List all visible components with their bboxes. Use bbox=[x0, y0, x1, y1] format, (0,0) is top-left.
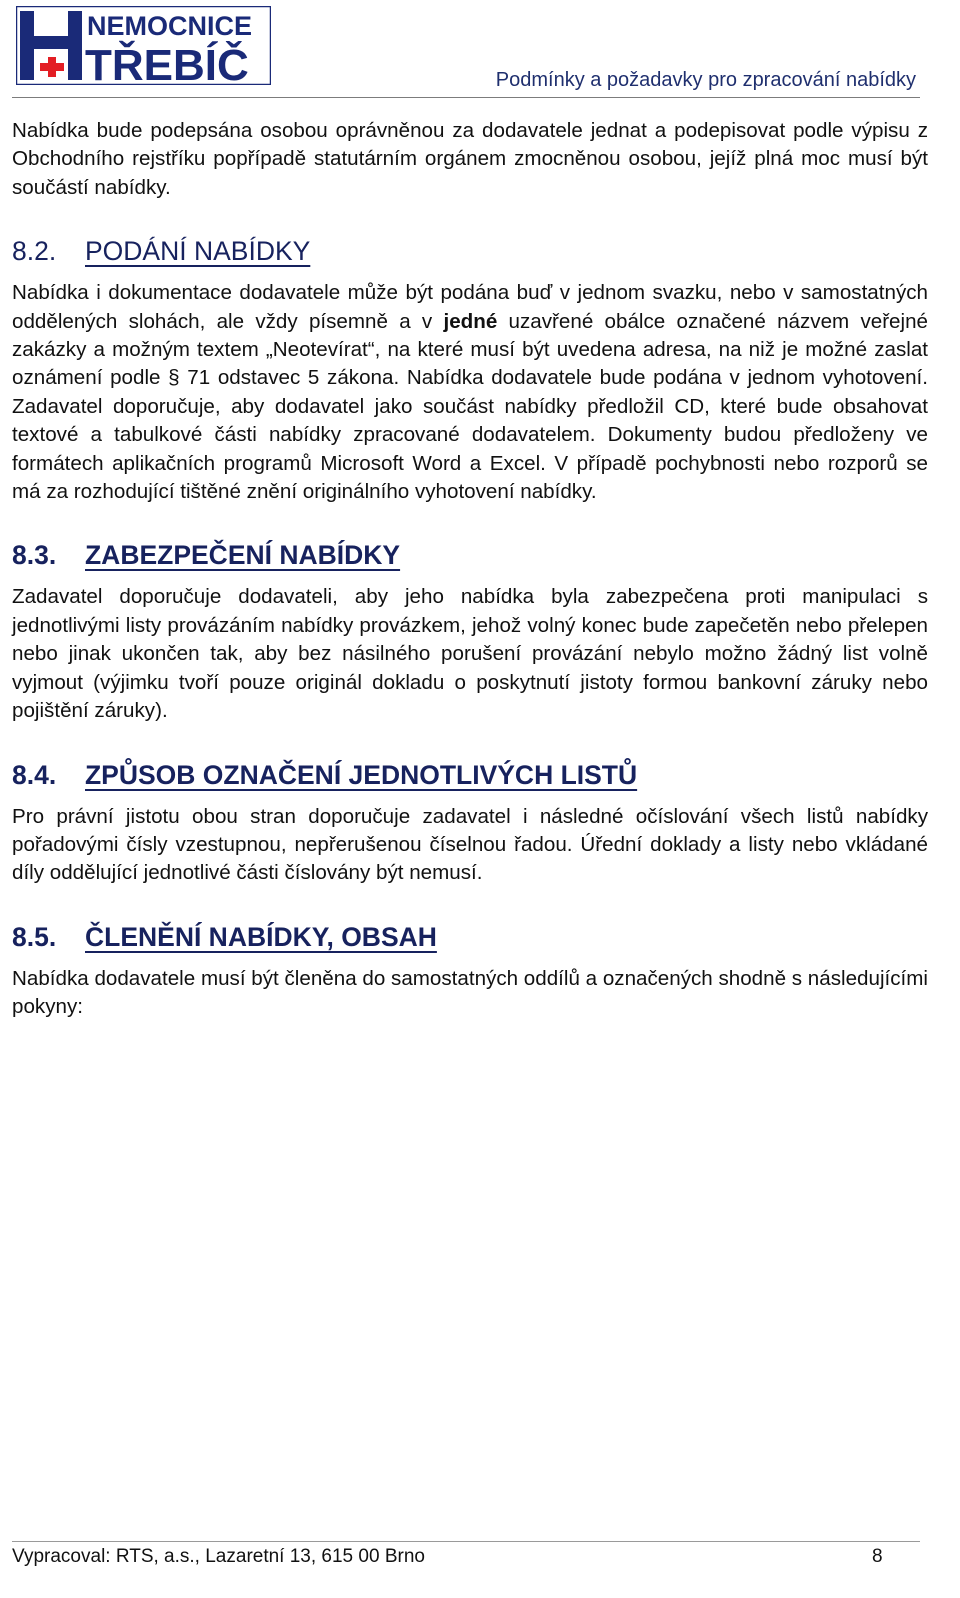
footer-author: Vypracoval: RTS, a.s., Lazaretní 13, 615 00 Brno bbox=[12, 1546, 425, 1567]
document-body bbox=[12, 117, 928, 1022]
section-title: ZABEZPEČENÍ NABÍDKY bbox=[85, 540, 401, 571]
section-title: PODÁNÍ NABÍDKY bbox=[85, 236, 311, 267]
section-8-4-paragraph: Pro právní jistotu obou stran doporučuje zadavatel i následné očíslování všech listů nabídky pořadovými čísly vzestupnou, nepřerušenou číselnou řadou. Úřední doklady a listy nebo vkládané díly oddělující jednotlivé části číslovány být nemusí. bbox=[12, 804, 928, 885]
intro-paragraph: Nabídka bude podepsána osobou oprávněnou za dodavatele jednat a podepisovat podle výpisu z Obchodního rejstříku popřípadě statutárním orgánem zmocněnou osobou, jejíž plná moc musí být součástí nabídky. bbox=[12, 119, 928, 199]
section-8-5-paragraph: Nabídka dodavatele musí být členěna do samostatných oddílů a označených shodně s následujícími pokyny: bbox=[12, 966, 928, 1019]
section-8-5-heading bbox=[12, 922, 928, 953]
text-run: uzavřené obálce označené názvem veřejné zakázky a možným textem „Neotevírat“, na které musí být uvedena adresa, na niž je možné zaslat oznámení podle § 71 odstavec 5 zákona. Nabídka dodavatele bude podána v jednom vyhotovení. Zadavatel doporučuje, aby dodavatel jako součást nabídky předložil CD, které bude obsahovat textové a tabulkové části nabídky zpracované dodavatelem. Dokumenty budou předloženy ve formátech aplikačních programů Microsoft Word a Excel. V případě pochybnosti nebo rozporů se má za rozhodující tištěné znění originálního vyhotovení nabídky. bbox=[12, 309, 928, 504]
section-number: 8.4. bbox=[12, 759, 57, 790]
page-number: 8 bbox=[872, 1546, 883, 1567]
section-8-3-heading bbox=[12, 540, 928, 571]
section-8-3-paragraph: Zadavatel doporučuje dodavateli, aby jeho nabídka byla zabezpečena proti manipulaci s jednotlivými listy provázáním nabídky provázkem, jehož volný konec bude zapečetěn nebo přelepen nebo jinak ukončen tak, aby bez násilného porušení provázání nebylo možno žádný list volně vyjmout (výjimku tvoří pouze originál dokladu o poskytnutí jistoty formou bankovní záruky nebo pojištění záruky). bbox=[12, 585, 928, 723]
section-title: ZPŮSOB OZNAČENÍ JEDNOTLIVÝCH LISTŮ bbox=[85, 759, 638, 790]
section-number: 8.3. bbox=[12, 540, 57, 571]
section-number: 8.2. bbox=[12, 236, 57, 267]
page-header bbox=[0, 0, 960, 102]
header-divider bbox=[12, 97, 920, 98]
bold-text-run: jedné bbox=[443, 309, 498, 333]
section-title: ČLENĚNÍ NABÍDKY, OBSAH bbox=[85, 921, 437, 952]
footer-divider bbox=[12, 1541, 920, 1542]
section-8-2-paragraph bbox=[12, 279, 928, 506]
svg-text:NEMOCNICE: NEMOCNICE bbox=[87, 11, 253, 41]
section-8-4-heading bbox=[12, 760, 928, 791]
hospital-logo bbox=[16, 6, 271, 85]
section-8-2-heading bbox=[12, 236, 928, 267]
section-number: 8.5. bbox=[12, 921, 57, 952]
document-title: Podmínky a požadavky pro zpracování nabídky bbox=[495, 69, 916, 91]
text-run: Nabídka i dokumentace dodavatele může být podána buď v jednom svazku, nebo v samostatných oddělených slohách, ale vždy písemně a v bbox=[12, 281, 928, 333]
svg-text:TŘEBÍČ: TŘEBÍČ bbox=[85, 41, 249, 85]
